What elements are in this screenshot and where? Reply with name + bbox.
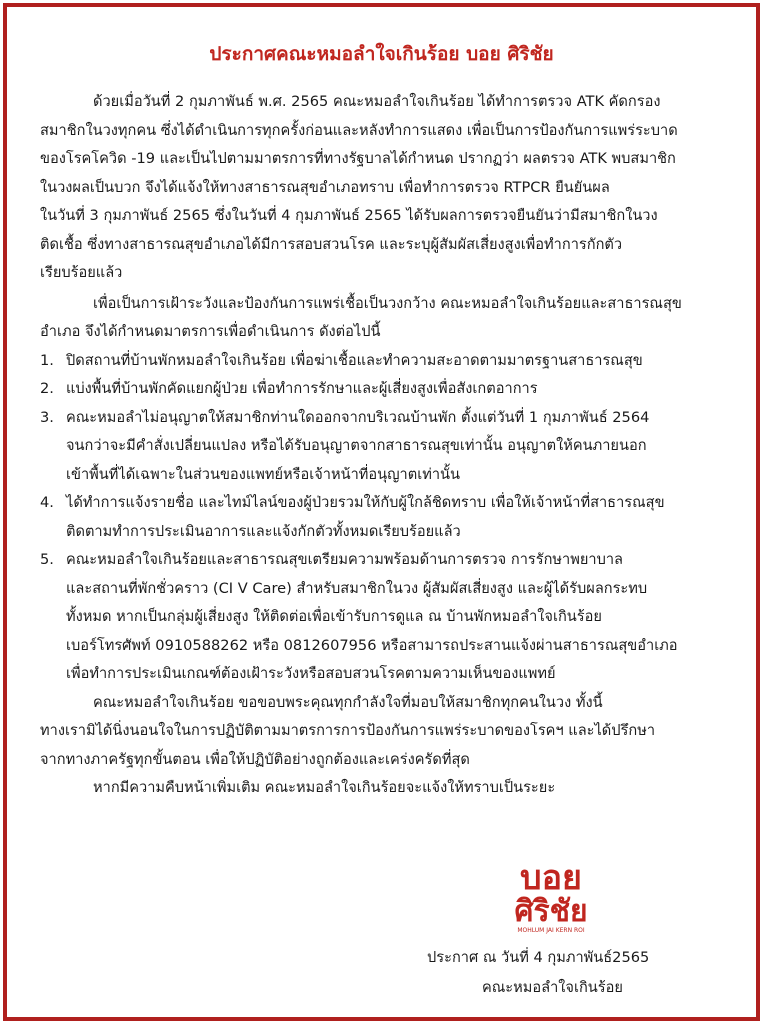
paragraph-line: เพื่อเป็นการเฝ้าระวังและป้องกันการแพร่เชื้อเป็นวงกว้าง คณะหมอลำใจเกินร้อยและสาธารณสุข [93, 294, 682, 312]
announcement-body [40, 88, 740, 803]
list-item-text: ได้ทำการแจ้งรายชื่อ และไทม์ไลน์ของผู้ป่วยรวมให้กับผู้ใกล้ชิดทราบ เพื่อให้เจ้าหน้าที่สาธารณสุข [66, 494, 665, 511]
paragraph-line: เรียบร้อยแล้ว [40, 264, 123, 281]
paragraph-3 [40, 689, 740, 775]
list-item-continuation: เบอร์โทรศัพท์ 0910588262 หรือ 0812607956 หรือสามารถประสานแจ้งผ่านสาธารณสุขอำเภอ [66, 636, 678, 654]
list-item [40, 404, 740, 433]
list-item [40, 347, 740, 376]
measures-list [40, 347, 740, 689]
paragraph-line: ในวงผลเป็นบวก จึงได้แจ้งให้ทางสาธารณสุขอำเภอทราบ เพื่อทำการตรวจ RTPCR ยืนยันผล [40, 178, 610, 196]
list-item [40, 489, 740, 518]
list-number: 5. [40, 551, 54, 568]
logo-line-2: ศิริชัย [514, 894, 588, 929]
paragraph-line: ด้วยเมื่อวันที่ 2 กุมภาพันธ์ พ.ศ. 2565 คณะหมอลำใจเกินร้อย ได้ทำการตรวจ ATK คัดกรอง [93, 93, 661, 110]
announcement-signatory: คณะหมอลำใจเกินร้อย [482, 979, 623, 996]
list-number: 1. [40, 351, 54, 369]
list-item-text: คณะหมอลำใจเกินร้อยและสาธารณสุขเตรียมความพร้อมด้านการตรวจ การรักษาพยาบาล [66, 551, 623, 568]
paragraph-2 [40, 290, 740, 347]
list-item-continuation: และสถานที่พักชั่วคราว (CI V Care) สำหรับสมาชิกในวง ผู้สัมผัสเสี่ยงสูง และผู้ได้รับผลกระทบ [66, 579, 648, 597]
paragraph-line: ในวันที่ 3 กุมภาพันธ์ 2565 ซึ่งในวันที่ 4 กุมภาพันธ์ 2565 ได้รับผลการตรวจยืนยันว่ามีสมาชิกในวง [40, 207, 658, 224]
list-item-continuation: ติดตามทำการประเมินอาการและแจ้งกักตัวทั้งหมดเรียบร้อยแล้ว [66, 522, 461, 540]
list-item-continuation: จนกว่าจะมีคำสั่งเปลี่ยนแปลง หรือได้รับอนุญาตจากสาธารณสุขเท่านั้น อนุญาตให้คนภายนอก [66, 437, 647, 454]
paragraph-line: คณะหมอลำใจเกินร้อย ขอขอบพระคุณทุกกำลังใจที่มอบให้สมาชิกทุกคนในวง ทั้งนี้ [93, 693, 603, 711]
list-item-text: แบ่งพื้นที่บ้านพักคัดแยกผู้ป่วย เพื่อทำการรักษาและผู้เสี่ยงสูงเพื่อสังเกตอาการ [66, 380, 538, 397]
boy-sirichai-logo [496, 855, 606, 935]
logo-tagline: MOHLUM JAI KERN ROI [517, 927, 585, 934]
list-item-text: ปิดสถานที่บ้านพักหมอลำใจเกินร้อย เพื่อฆ่าเชื้อและทำความสะอาดตามมาตรฐานสาธารณสุข [66, 351, 643, 369]
list-item [40, 546, 740, 575]
paragraph-line: สมาชิกในวงทุกคน ซึ่งได้ดำเนินการทุกครั้งก่อนและหลังทำการแสดง เพื่อเป็นการป้องกันการแพร่ระบาด [40, 121, 678, 139]
paragraph-line: ของโรคโควิด -19 และเป็นไปตามมาตรการที่ทางรัฐบาลได้กำหนด ปรากฏว่า ผลตรวจ ATK พบสมาชิก [40, 150, 676, 167]
list-item-continuation: เพื่อทำการประเมินเกณฑ์ต้องเฝ้าระวังหรือสอบสวนโรคตามความเห็นของแพทย์ [66, 665, 556, 682]
list-number: 4. [40, 494, 54, 511]
list-item-continuation: ทั้งหมด หากเป็นกลุ่มผู้เสี่ยงสูง ให้ติดต่อเพื่อเข้ารับการดูแล ณ บ้านพักหมอลำใจเกินร้อย [66, 608, 602, 625]
paragraph-line: หากมีความคืบหน้าเพิ่มเติม คณะหมอลำใจเกินร้อยจะแจ้งให้ทราบเป็นระยะ [93, 779, 556, 796]
list-item-text: คณะหมอลำไม่อนุญาตให้สมาชิกท่านใดออกจากบริเวณบ้านพัก ตั้งแต่วันที่ 1 กุมภาพันธ์ 2564 [66, 408, 650, 426]
list-item-continuation: เข้าพื้นที่ได้เฉพาะในส่วนของแพทย์หรือเจ้าหน้าที่อนุญาตเท่านั้น [66, 465, 460, 483]
list-number: 2. [40, 380, 54, 397]
paragraph-1 [40, 88, 740, 288]
list-number: 3. [40, 408, 54, 426]
paragraph-4 [40, 774, 740, 803]
paragraph-line: อำเภอ จึงได้กำหนดมาตรการเพื่อดำเนินการ ดังต่อไปนี้ [40, 323, 381, 340]
logo-line-1: บอย [520, 858, 582, 898]
announcement-title: ประกาศคณะหมอลำใจเกินร้อย บอย ศิริชัย [209, 43, 554, 65]
list-item [40, 375, 740, 404]
paragraph-line: จากทางภาครัฐทุกขั้นตอน เพื่อให้ปฏิบัติอย่างถูกต้องและเคร่งครัดที่สุด [40, 750, 470, 768]
paragraph-line: ทางเรามิได้นิ่งนอนใจในการปฏิบัติตามมาตรการการป้องกันการแพร่ระบาดของโรคฯ และได้ปรึกษา [40, 722, 656, 739]
announcement-date: ประกาศ ณ วันที่ 4 กุมภาพันธ์2565 [427, 949, 650, 966]
paragraph-line: ติดเชื้อ ซึ่งทางสาธารณสุขอำเภอได้มีการสอบสวนโรค และระบุผู้สัมผัสเสี่ยงสูงเพื่อทำการกักตัว [40, 235, 623, 253]
